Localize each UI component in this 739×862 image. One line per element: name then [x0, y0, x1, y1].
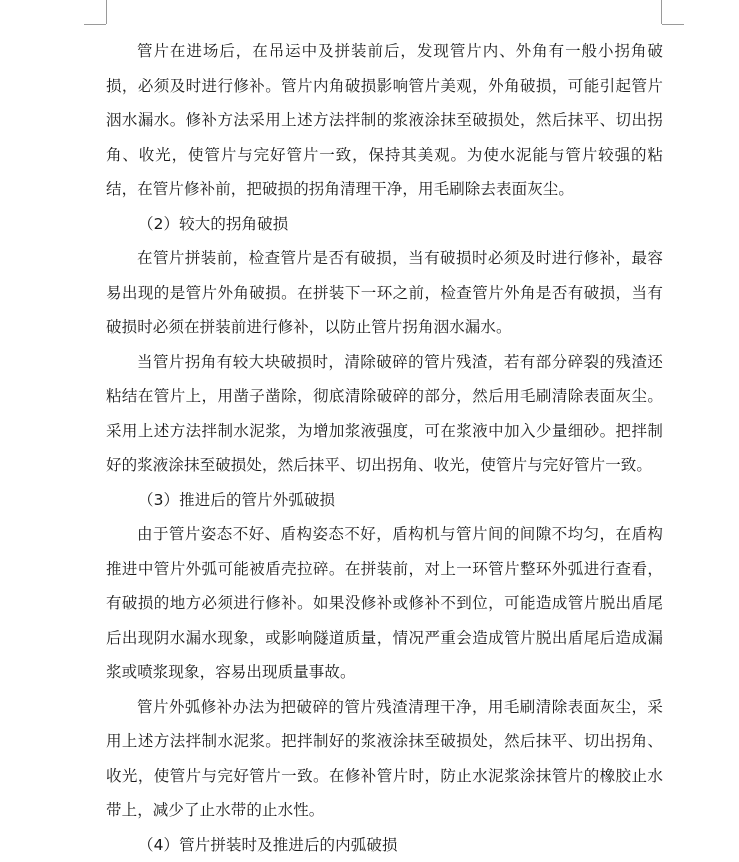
- heading-outer-arc-damage: （3）推进后的管片外弧破损: [106, 483, 663, 518]
- corner-crop-mark-top-left: [106, 0, 107, 24]
- paragraph-inspection-before-assembly: 在管片拼装前，检查管片是否有破损，当有破损时必须及时进行修补，最容易出现的是管片外角破损。在拼装下一环之前，检查管片外角是否有破损，当有破损时必须在拼装前进行修补，以防止管片拐角洇水漏水。: [106, 241, 663, 345]
- paragraph-outer-arc-cause: 由于管片姿态不好、盾构姿态不好，盾构机与管片间的间隙不均匀，在盾构推进中管片外弧可能被盾壳拉碎。在拼装前，对上一环管片整环外弧进行查看，有破损的地方必须进行修补。如果没修补或修补不到位，可能造成管片脱出盾尾后出现阴水漏水现象，或影响隧道质量，情况严重会造成管片脱出盾尾后造成漏浆或喷浆现象，容易出现质量事故。: [106, 517, 663, 690]
- heading-large-corner-damage: （2）较大的拐角破损: [106, 207, 663, 242]
- paragraph-minor-corner-damage: 管片在进场后，在吊运中及拼装前后，发现管片内、外角有一般小拐角破损，必须及时进行修补。管片内角破损影响管片美观，外角破损，可能引起管片洇水漏水。修补方法采用上述方法拌制的浆液涂抹至破损处，然后抹平、切出拐角、收光，使管片与完好管片一致，保持其美观。为使水泥能与管片较强的粘结，在管片修补前，把破损的拐角清理干净，用毛刷除去表面灰尘。: [106, 34, 663, 207]
- corner-crop-mark-top-right: [661, 0, 662, 24]
- paragraph-large-damage-repair: 当管片拐角有较大块破损时，清除破碎的管片残渣，若有部分碎裂的残渣还粘结在管片上，用凿子凿除，彻底清除破碎的部分，然后用毛刷清除表面灰尘。采用上述方法拌制水泥浆，为增加浆液强度，可在浆液中加入少量细砂。把拌制好的浆液涂抹至破损处，然后抹平、切出拐角、收光，使管片与完好管片一致。: [106, 345, 663, 483]
- corner-crop-mark-top-left: [84, 24, 106, 25]
- heading-inner-arc-damage: （4）管片拼装时及推进后的内弧破损: [106, 828, 663, 862]
- paragraph-outer-arc-repair: 管片外弧修补办法为把破碎的管片残渣清理干净，用毛刷清除表面灰尘，采用上述方法拌制水泥浆。把拌制好的浆液涂抹至破损处，然后抹平、切出拐角、收光，使管片与完好管片一致。在修补管片时，防止水泥浆涂抹管片的橡胶止水带上，减少了止水带的止水性。: [106, 690, 663, 828]
- document-body: [106, 34, 663, 862]
- corner-crop-mark-top-right: [662, 24, 684, 25]
